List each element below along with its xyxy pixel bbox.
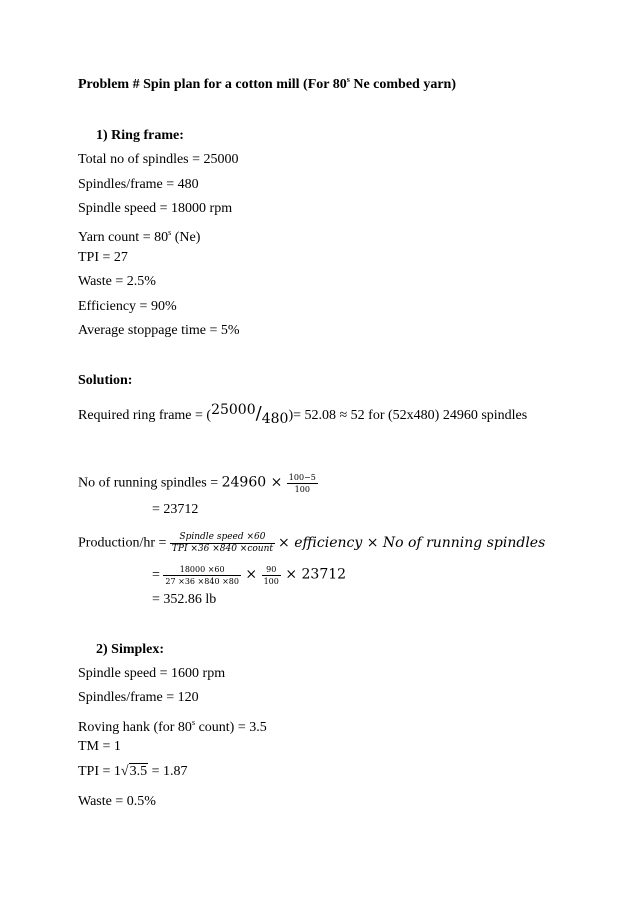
roving-suffix: count) = 3.5 — [195, 720, 267, 735]
calc-times: × — [240, 566, 262, 583]
solution-heading: Solution: — [78, 373, 133, 388]
calc-eq: = — [152, 567, 164, 583]
yarn-count-suffix: (Ne) — [171, 230, 201, 245]
production-calculation — [152, 564, 346, 587]
required-ring-frame — [78, 402, 527, 427]
calc-fraction-1 — [163, 564, 241, 587]
prod-fraction — [170, 532, 275, 555]
sqrt-radicand: 3.5 — [129, 764, 148, 779]
calc-frac1-num: 18000 ×60 — [163, 564, 241, 576]
title-suffix: Ne combed yarn) — [349, 77, 457, 92]
total-spindles: Total no of spindles = 25000 — [78, 152, 239, 167]
spindles-per-frame: Spindles/frame = 480 — [78, 177, 199, 192]
waste: Waste = 2.5% — [78, 274, 156, 289]
prod-label: Production/hr = — [78, 535, 170, 551]
prod-frac-den: TPI ×36 ×840 ×count — [171, 544, 274, 554]
tpi-prefix: TPI = 1 — [78, 764, 121, 779]
calc-frac2-den: 100 — [263, 577, 279, 586]
running-frac-den: 100 — [294, 485, 310, 494]
production-formula — [78, 532, 545, 555]
req-numerator: 25000 — [211, 402, 256, 418]
title-prefix: Problem # Spin plan for a cotton mill (For 80 — [78, 77, 347, 92]
calc-frac2-num: 90 — [262, 564, 281, 576]
tpi: TPI = 27 — [78, 250, 128, 265]
calc-tail: × 23712 — [280, 566, 347, 583]
efficiency: Efficiency = 90% — [78, 299, 177, 314]
running-spindles — [78, 472, 318, 495]
running-fraction — [287, 472, 318, 495]
document-title — [78, 72, 456, 93]
simplex-waste: Waste = 0.5% — [78, 794, 156, 809]
calc-fraction-2 — [262, 564, 281, 587]
yarn-count-prefix: Yarn count = 80 — [78, 230, 169, 245]
simplex-tpi — [78, 764, 188, 780]
simplex-spindles-per-frame: Spindles/frame = 120 — [78, 690, 199, 705]
roving-hank — [78, 715, 267, 736]
simplex-heading: 2) Simplex: — [96, 642, 165, 657]
req-label: Required ring frame = ( — [78, 408, 212, 423]
stoppage-time: Average stoppage time = 5% — [78, 323, 240, 338]
tpi-suffix: = 1.87 — [148, 764, 188, 779]
running-frac-num: 100−5 — [288, 473, 316, 482]
running-label: No of running spindles = — [78, 475, 222, 491]
yarn-count — [78, 225, 200, 246]
ring-frame-heading: 1) Ring frame: — [96, 128, 184, 143]
production-result: = 352.86 lb — [152, 592, 217, 607]
tm: TM = 1 — [78, 739, 121, 754]
sqrt-sign: √ — [120, 764, 129, 779]
req-suffix: )= 52.08 ≈ 52 for (52x480) 24960 spindles — [288, 408, 528, 423]
title-sup: s — [346, 75, 350, 84]
fraction-slash: / — [255, 403, 262, 424]
running-result: = 23712 — [152, 502, 199, 517]
simplex-spindle-speed: Spindle speed = 1600 rpm — [78, 666, 226, 681]
req-denominator: 480 — [261, 411, 289, 427]
roving-prefix: Roving hank (for 80 — [78, 720, 192, 735]
spindle-speed: Spindle speed = 18000 rpm — [78, 201, 233, 216]
prod-frac-num: Spindle speed ×60 — [170, 532, 275, 544]
prod-tail: × efficiency × No of running spindles — [278, 534, 546, 551]
calc-frac1-den: 27 ×36 ×840 ×80 — [165, 577, 239, 586]
yarn-count-sup: s — [168, 228, 172, 237]
roving-sup: s — [191, 718, 196, 727]
running-expr: 24960 × — [221, 474, 287, 491]
